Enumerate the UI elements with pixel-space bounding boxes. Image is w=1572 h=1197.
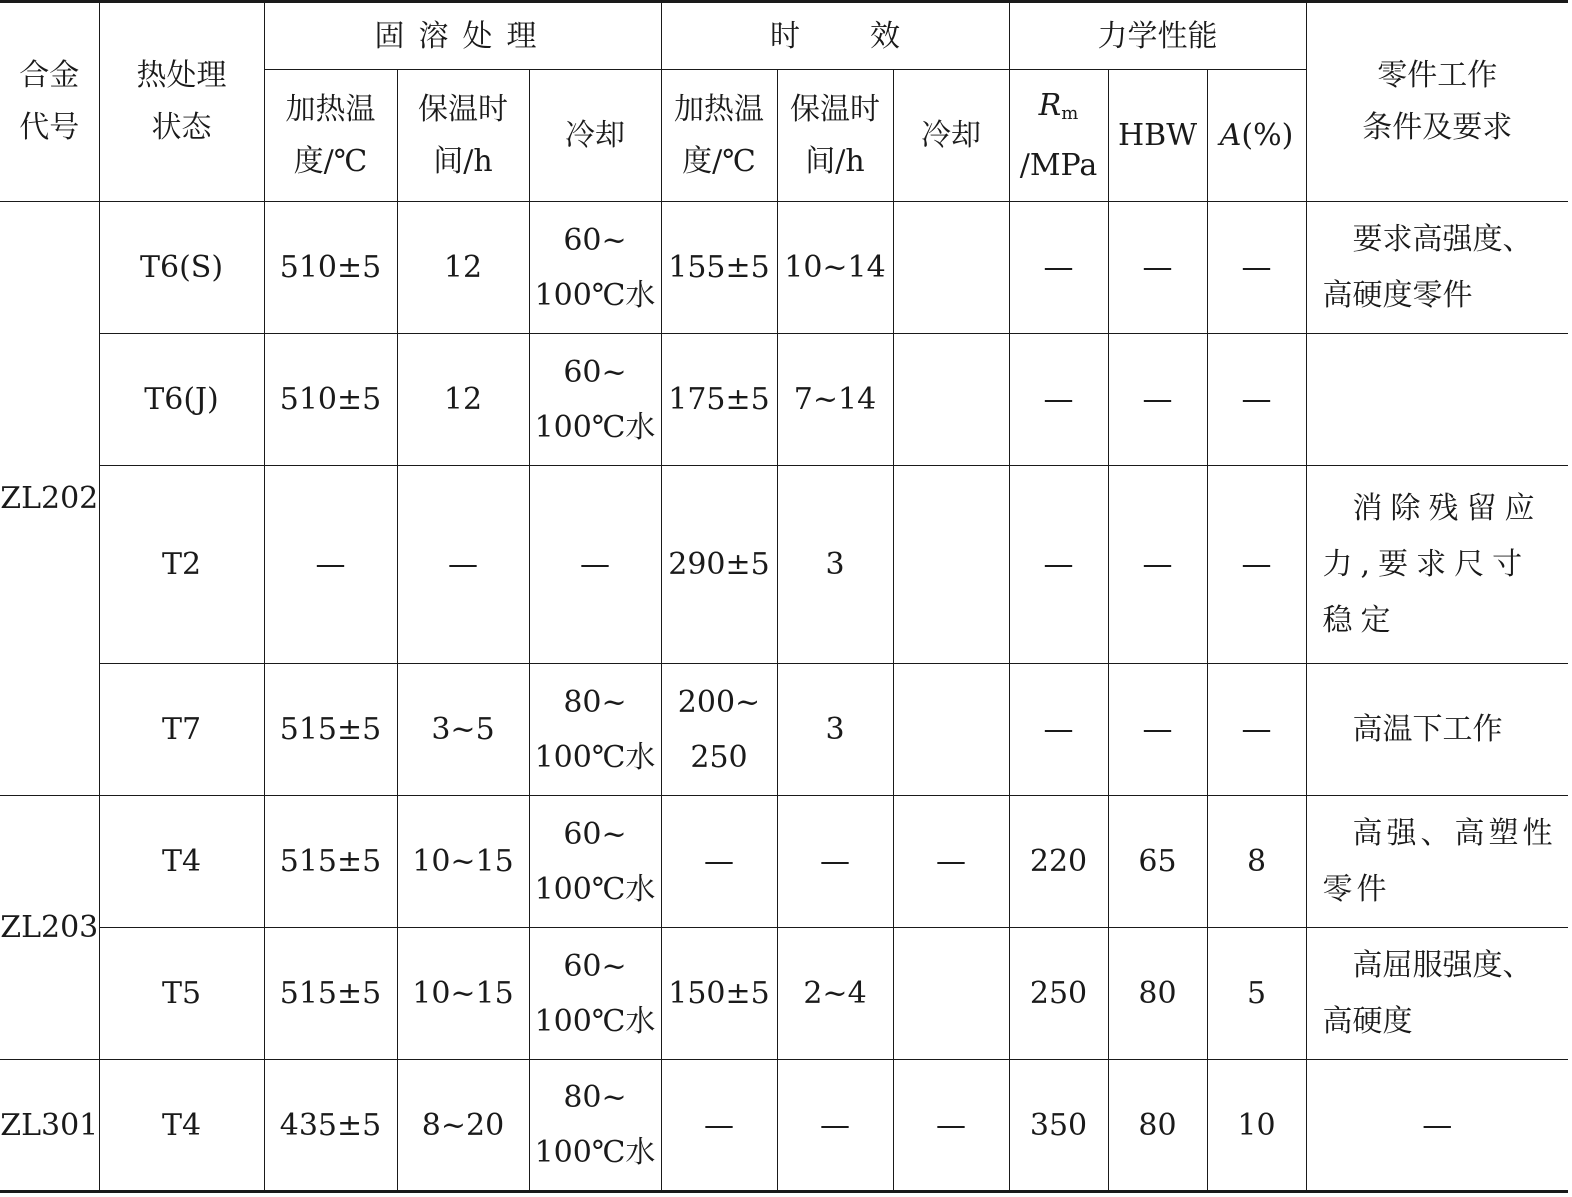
requirement-cell: 高温下工作 bbox=[1306, 664, 1568, 796]
aging-temp-cell: 290±5 bbox=[661, 466, 777, 664]
header-solution-holding-time: 保温时 间/h bbox=[397, 70, 529, 202]
table-row bbox=[0, 202, 1568, 334]
table-row bbox=[0, 664, 1568, 796]
header-elongation: A(%) bbox=[1207, 70, 1306, 202]
elongation-cell: 10 bbox=[1207, 1060, 1306, 1192]
tensile-cell: — bbox=[1009, 466, 1108, 664]
tensile-cell: 250 bbox=[1009, 928, 1108, 1060]
state-cell: T4 bbox=[99, 1060, 264, 1192]
header-tensile-strength: $R_m$ /MPa bbox=[1009, 70, 1108, 202]
aging-temp-cell: 155±5 bbox=[661, 202, 777, 334]
header-hardness: HBW bbox=[1108, 70, 1207, 202]
solution-time-cell: 10~15 bbox=[397, 796, 529, 928]
alloy-code-cell: ZL203 bbox=[0, 796, 99, 1060]
aging-temp-cell: 175±5 bbox=[661, 334, 777, 466]
header-solution-heating-temp: 加热温 度/℃ bbox=[264, 70, 397, 202]
solution-cooling-cell: 60~ 100℃水 bbox=[529, 928, 661, 1060]
header-aging-holding-time: 保温时 间/h bbox=[777, 70, 893, 202]
solution-cooling-cell: 80~ 100℃水 bbox=[529, 664, 661, 796]
aging-time-cell: — bbox=[777, 1060, 893, 1192]
aging-temp-cell: — bbox=[661, 1060, 777, 1192]
state-cell: T4 bbox=[99, 796, 264, 928]
alloy-code-cell: ZL202 bbox=[0, 202, 99, 796]
solution-temp-cell: 515±5 bbox=[264, 928, 397, 1060]
header-working-conditions: 零件工作 条件及要求 bbox=[1306, 2, 1568, 202]
alloy-code-cell: ZL301 bbox=[0, 1060, 99, 1192]
solution-temp-cell: 510±5 bbox=[264, 334, 397, 466]
state-cell: T6(J) bbox=[99, 334, 264, 466]
solution-time-cell: 3~5 bbox=[397, 664, 529, 796]
header-mechanical-properties: 力学性能 bbox=[1009, 2, 1306, 70]
table-row bbox=[0, 1060, 1568, 1192]
aging-cooling-cell: — bbox=[893, 796, 1009, 928]
elongation-cell: 8 bbox=[1207, 796, 1306, 928]
aging-cooling-cell bbox=[893, 664, 1009, 796]
aging-cooling-cell: — bbox=[893, 1060, 1009, 1192]
hardness-cell: — bbox=[1108, 202, 1207, 334]
tensile-cell: 350 bbox=[1009, 1060, 1108, 1192]
solution-cooling-cell: — bbox=[529, 466, 661, 664]
requirement-cell: — bbox=[1306, 1060, 1568, 1192]
state-cell: T6(S) bbox=[99, 202, 264, 334]
hardness-cell: — bbox=[1108, 664, 1207, 796]
state-cell: T5 bbox=[99, 928, 264, 1060]
solution-temp-cell: 515±5 bbox=[264, 664, 397, 796]
elongation-cell: — bbox=[1207, 466, 1306, 664]
aging-cooling-cell bbox=[893, 202, 1009, 334]
solution-time-cell: — bbox=[397, 466, 529, 664]
solution-cooling-cell: 80~ 100℃水 bbox=[529, 1060, 661, 1192]
hardness-cell: 80 bbox=[1108, 928, 1207, 1060]
table-row bbox=[0, 796, 1568, 928]
aging-time-cell: — bbox=[777, 796, 893, 928]
tensile-cell: — bbox=[1009, 202, 1108, 334]
header-alloy-code: 合金 代号 bbox=[0, 2, 99, 202]
aging-time-cell: 10~14 bbox=[777, 202, 893, 334]
hardness-cell: — bbox=[1108, 466, 1207, 664]
header-aging-cooling: 冷却 bbox=[893, 70, 1009, 202]
elongation-cell: — bbox=[1207, 664, 1306, 796]
tensile-cell: — bbox=[1009, 334, 1108, 466]
table-row bbox=[0, 466, 1568, 664]
requirement-cell bbox=[1306, 334, 1568, 466]
header-solution-cooling: 冷却 bbox=[529, 70, 661, 202]
solution-temp-cell: 515±5 bbox=[264, 796, 397, 928]
requirement-cell: 消除残留应力,要求尺寸稳定 bbox=[1306, 466, 1568, 664]
solution-time-cell: 10~15 bbox=[397, 928, 529, 1060]
requirement-cell: 要求高强度、高硬度零件 bbox=[1306, 202, 1568, 334]
table-row bbox=[0, 334, 1568, 466]
elongation-cell: 5 bbox=[1207, 928, 1306, 1060]
header-aging-heating-temp: 加热温 度/℃ bbox=[661, 70, 777, 202]
aging-cooling-cell bbox=[893, 334, 1009, 466]
header-aging: 时效 bbox=[661, 2, 1009, 70]
elongation-cell: — bbox=[1207, 334, 1306, 466]
solution-temp-cell: — bbox=[264, 466, 397, 664]
solution-cooling-cell: 60~ 100℃水 bbox=[529, 202, 661, 334]
aging-temp-cell: 200~ 250 bbox=[661, 664, 777, 796]
hardness-cell: — bbox=[1108, 334, 1207, 466]
solution-time-cell: 12 bbox=[397, 202, 529, 334]
aging-temp-cell: — bbox=[661, 796, 777, 928]
solution-cooling-cell: 60~ 100℃水 bbox=[529, 796, 661, 928]
aging-time-cell: 3 bbox=[777, 664, 893, 796]
tensile-cell: 220 bbox=[1009, 796, 1108, 928]
state-cell: T7 bbox=[99, 664, 264, 796]
solution-time-cell: 8~20 bbox=[397, 1060, 529, 1192]
state-cell: T2 bbox=[99, 466, 264, 664]
aging-cooling-cell bbox=[893, 466, 1009, 664]
solution-temp-cell: 435±5 bbox=[264, 1060, 397, 1192]
aging-time-cell: 3 bbox=[777, 466, 893, 664]
solution-time-cell: 12 bbox=[397, 334, 529, 466]
solution-cooling-cell: 60~ 100℃水 bbox=[529, 334, 661, 466]
header-heat-treatment-state: 热处理 状态 bbox=[99, 2, 264, 202]
table-row bbox=[0, 928, 1568, 1060]
header-solution-treatment: 固溶处理 bbox=[264, 2, 661, 70]
hardness-cell: 65 bbox=[1108, 796, 1207, 928]
requirement-cell: 高屈服强度、高硬度 bbox=[1306, 928, 1568, 1060]
aging-cooling-cell bbox=[893, 928, 1009, 1060]
solution-temp-cell: 510±5 bbox=[264, 202, 397, 334]
requirement-cell: 高强、高塑性零件 bbox=[1306, 796, 1568, 928]
hardness-cell: 80 bbox=[1108, 1060, 1207, 1192]
aging-temp-cell: 150±5 bbox=[661, 928, 777, 1060]
aging-time-cell: 7~14 bbox=[777, 334, 893, 466]
tensile-cell: — bbox=[1009, 664, 1108, 796]
aging-time-cell: 2~4 bbox=[777, 928, 893, 1060]
elongation-cell: — bbox=[1207, 202, 1306, 334]
